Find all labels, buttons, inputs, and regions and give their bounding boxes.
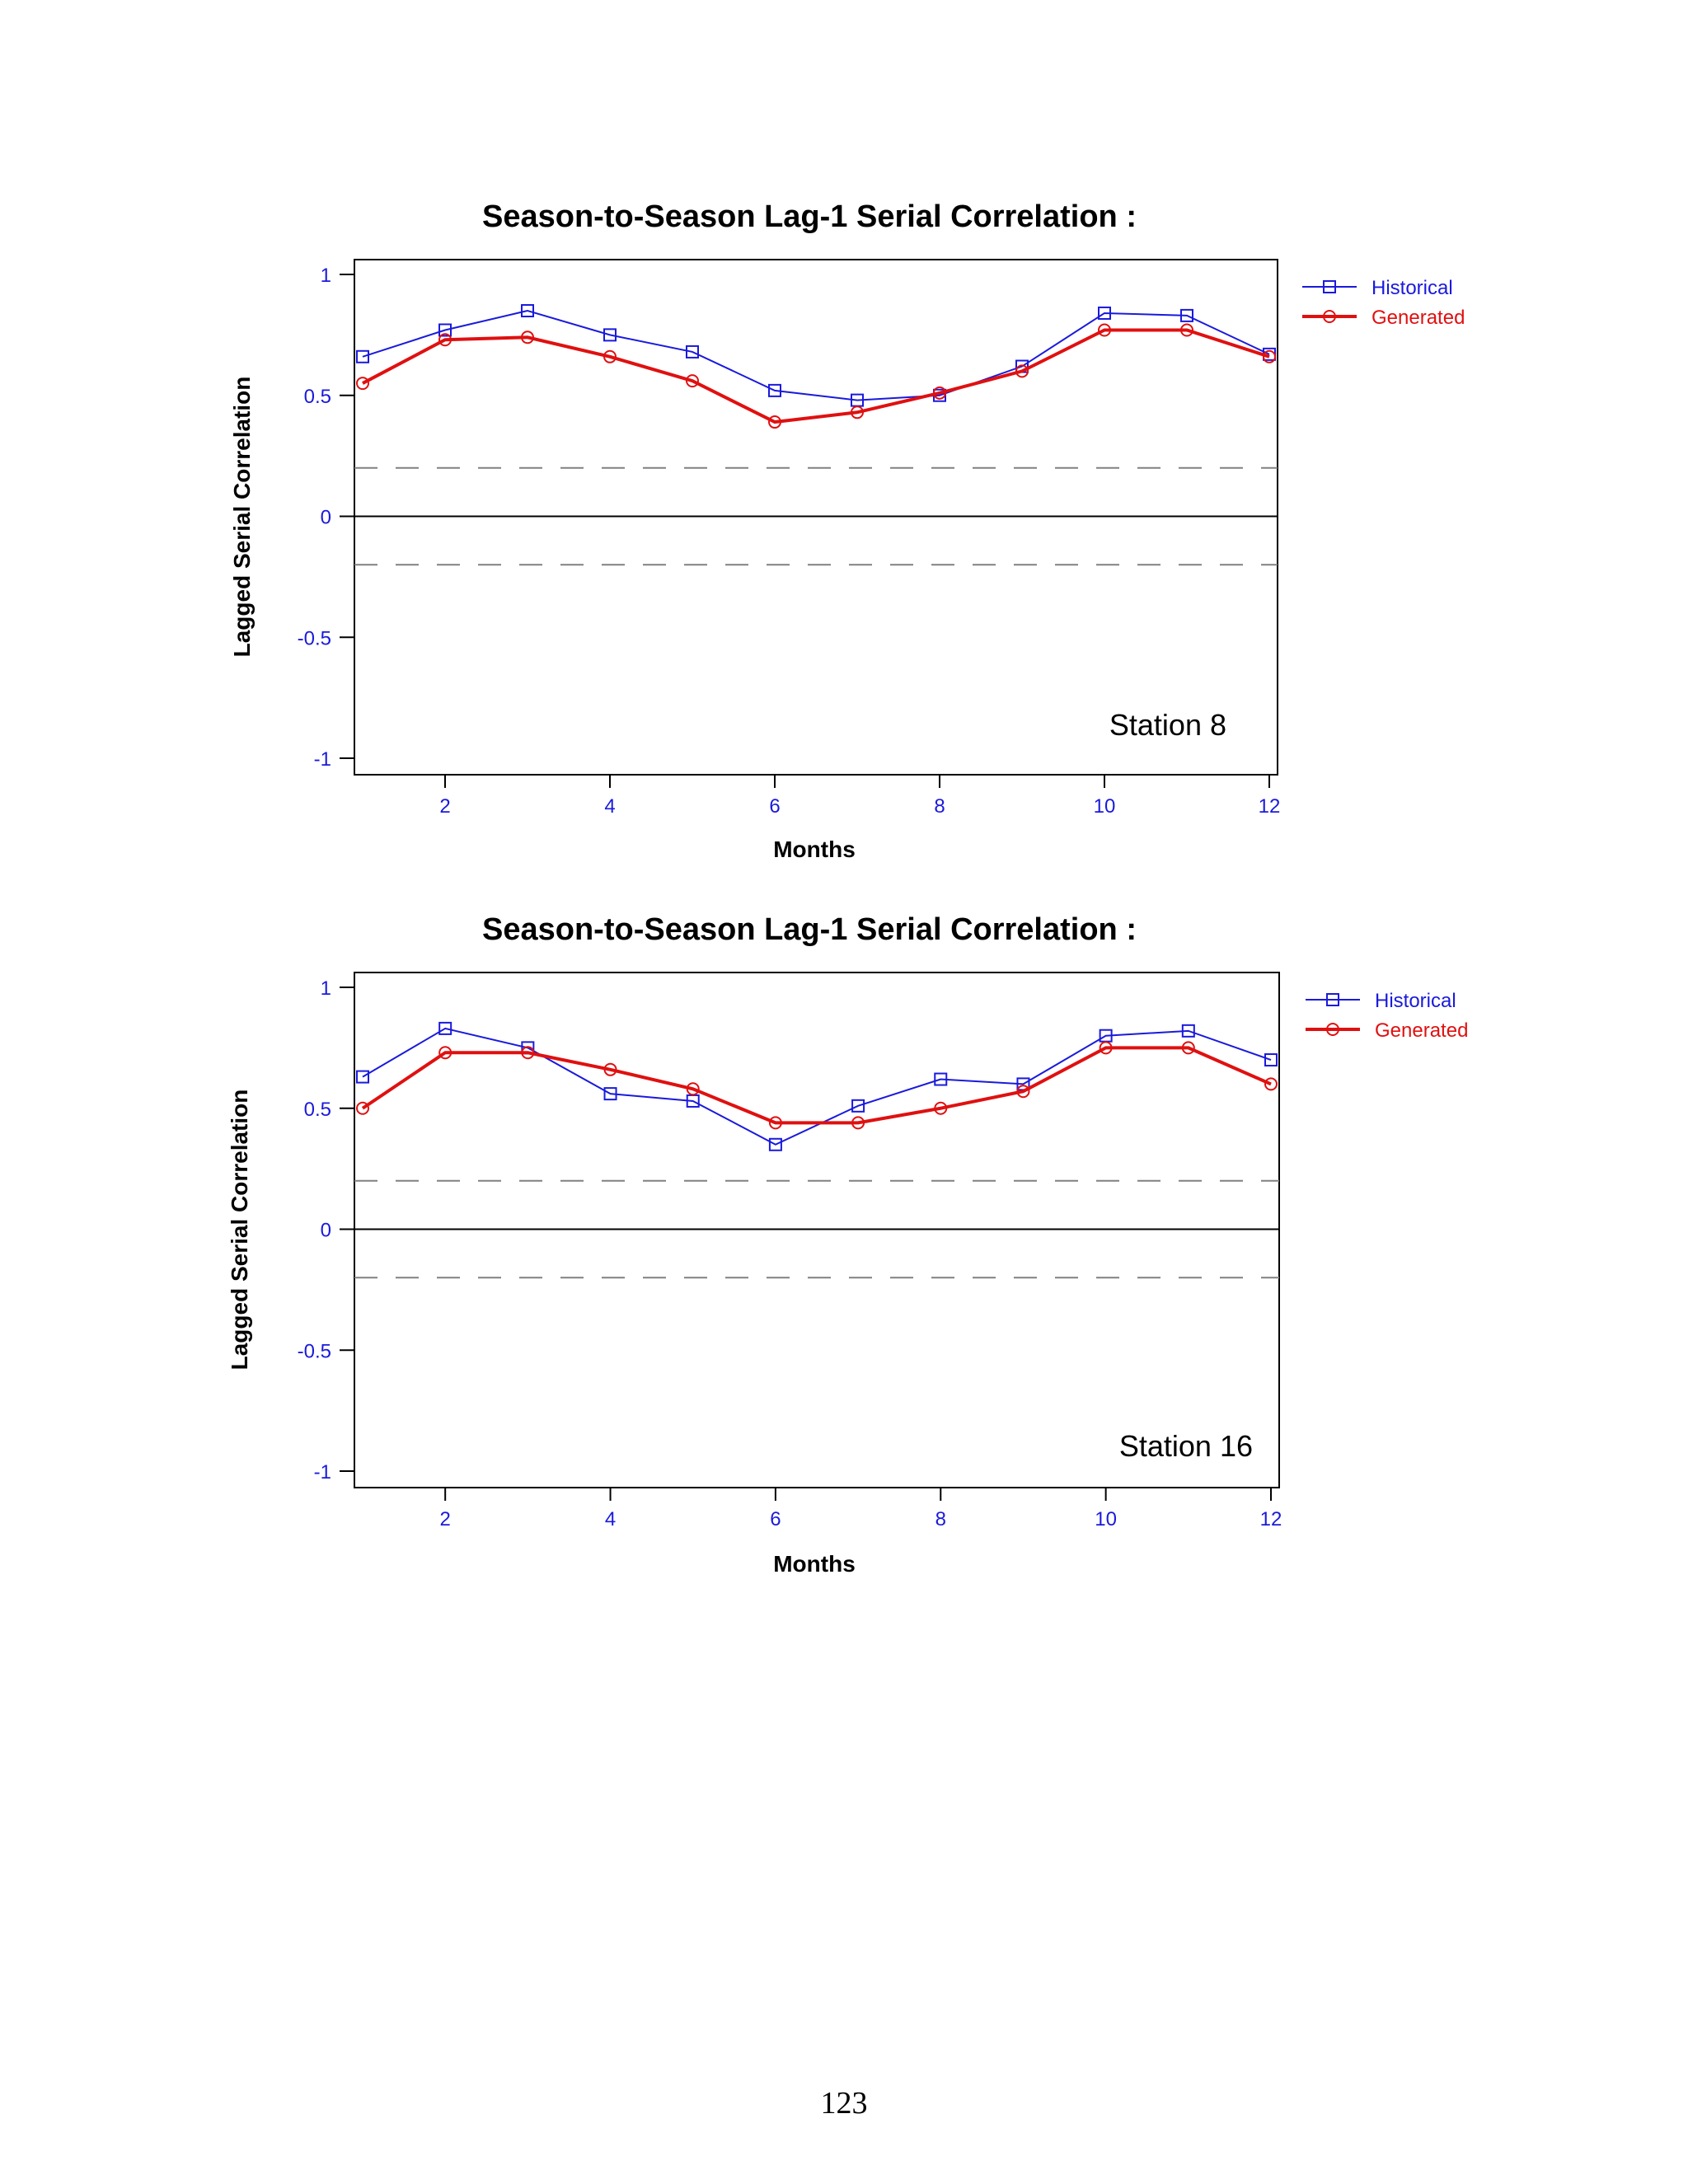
x-tick-label: 6 <box>770 1508 781 1530</box>
series-line-generated <box>363 330 1269 423</box>
y-tick-label: 0 <box>320 506 331 529</box>
x-tick-label: 8 <box>935 1508 946 1530</box>
legend-label-historical: Historical <box>1372 277 1453 299</box>
chart-station-8 <box>0 190 1688 874</box>
x-tick-label: 12 <box>1258 795 1281 818</box>
legend-label-historical: Historical <box>1375 990 1456 1012</box>
data-point-historical <box>1265 1054 1277 1066</box>
series-line-historical <box>363 1029 1271 1145</box>
y-axis-label: Lagged Serial Correlation <box>227 1089 252 1371</box>
y-tick-label: -0.5 <box>297 627 331 650</box>
chart-svg-station-16 <box>0 902 1688 1586</box>
station-annotation: Station 8 <box>1109 708 1226 742</box>
chart-title: Season-to-Season Lag-1 Serial Correlation : <box>482 912 1137 947</box>
x-tick-label: 10 <box>1095 1508 1117 1530</box>
x-tick-label: 4 <box>604 795 616 818</box>
page-number: 123 <box>820 2086 868 2121</box>
x-tick-label: 2 <box>439 1508 451 1530</box>
x-tick-label: 12 <box>1259 1508 1282 1530</box>
x-tick-label: 2 <box>439 795 451 818</box>
series-line-historical <box>363 311 1269 401</box>
y-tick-label: -1 <box>313 748 331 771</box>
x-axis-label: Months <box>773 837 856 862</box>
chart-title: Season-to-Season Lag-1 Serial Correlation : <box>482 199 1137 234</box>
y-tick-label: -1 <box>313 1461 331 1483</box>
chart-station-16 <box>0 902 1688 1586</box>
x-axis-label: Months <box>773 1551 856 1577</box>
x-tick-label: 8 <box>934 795 945 818</box>
y-tick-label: 0.5 <box>303 385 331 408</box>
y-tick-label: 1 <box>320 265 331 287</box>
series-line-generated <box>363 1047 1271 1122</box>
legend-label-generated: Generated <box>1372 307 1465 329</box>
x-tick-label: 4 <box>604 1508 617 1530</box>
legend-label-generated: Generated <box>1375 1019 1469 1042</box>
y-axis-label: Lagged Serial Correlation <box>229 376 255 658</box>
x-tick-label: 10 <box>1093 795 1116 818</box>
y-tick-label: 0.5 <box>303 1098 331 1121</box>
plot-layer <box>298 972 1469 1530</box>
data-point-generated <box>357 377 368 389</box>
y-tick-label: 1 <box>320 977 331 1000</box>
y-tick-label: 0 <box>320 1219 331 1242</box>
y-tick-label: -0.5 <box>297 1340 331 1363</box>
plot-layer <box>298 260 1465 818</box>
station-annotation: Station 16 <box>1118 1429 1253 1463</box>
x-tick-label: 6 <box>769 795 781 818</box>
chart-svg-station-8 <box>0 190 1688 874</box>
